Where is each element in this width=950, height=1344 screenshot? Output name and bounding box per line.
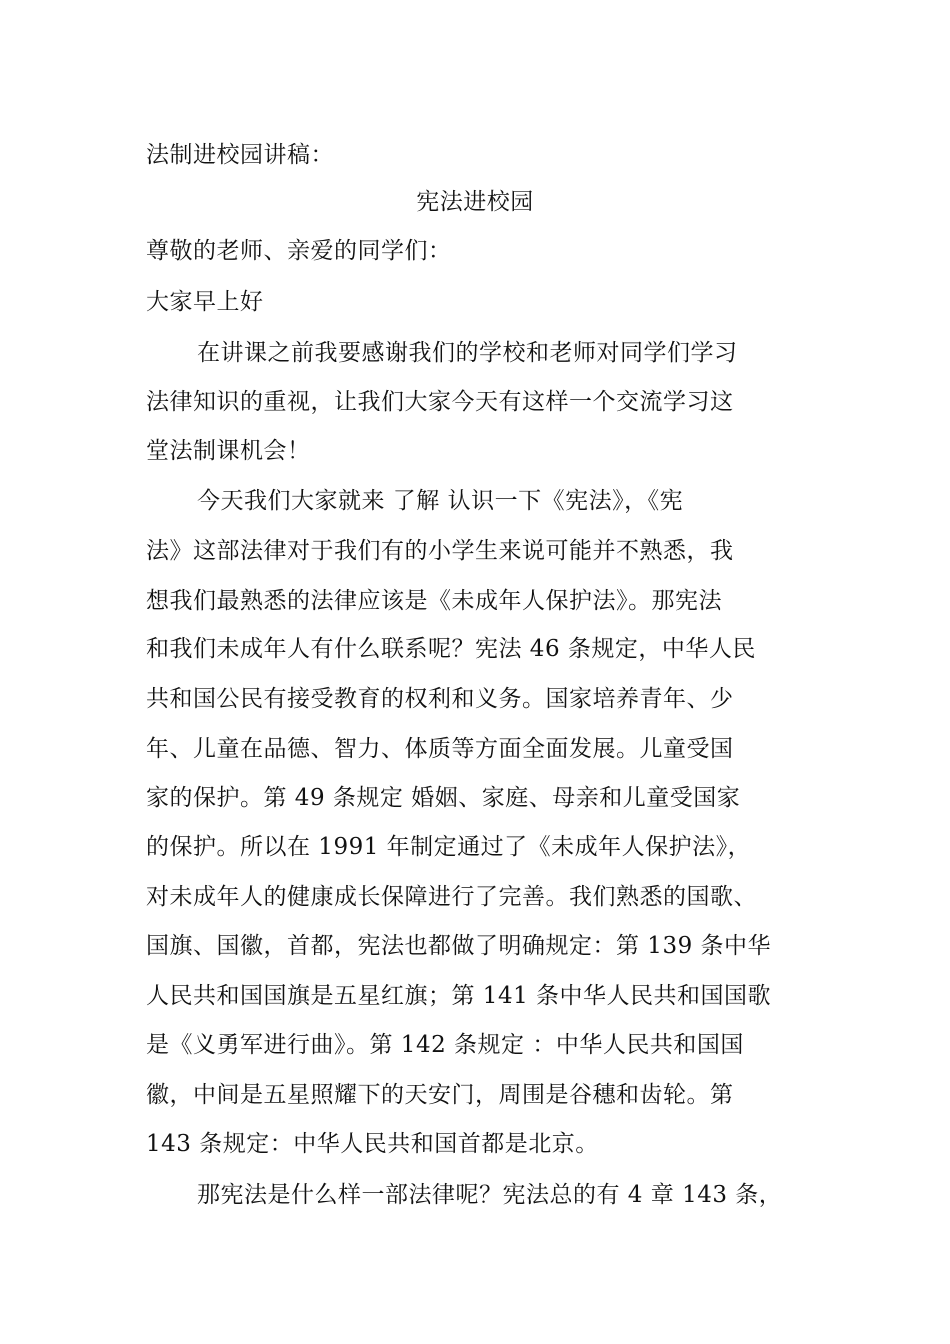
paragraph-1-line-2: 法律知识的重视，让我们大家今天有这样一个交流学习这	[146, 389, 734, 415]
paragraph-2-line-5: 共和国公民有接受教育的权利和义务。国家培养青年、少	[146, 686, 734, 712]
paragraph-2-line-6: 年、儿童在品德、智力、体质等方面全面发展。儿童受国	[146, 736, 734, 762]
greeting: 大家早上好	[146, 289, 264, 315]
document-heading: 法制进校园讲稿：	[146, 142, 334, 168]
paragraph-1-line-1: 在讲课之前我要感谢我们的学校和老师对同学们学习	[197, 340, 738, 366]
paragraph-2-line-9: 对未成年人的健康成长保障进行了完善。我们熟悉的国歌、	[146, 884, 757, 910]
paragraph-3-line-1: 那宪法是什么样一部法律呢？宪法总的有 4 章 143 条，	[197, 1182, 783, 1208]
speech-title: 宪法进校园	[416, 189, 534, 215]
paragraph-2-line-8: 的保护。所以在 1991 年制定通过了《未成年人保护法》，	[146, 834, 752, 860]
paragraph-2-line-4: 和我们未成年人有什么联系呢？宪法 46 条规定，中华人民	[146, 636, 756, 662]
paragraph-2-line-13: 徽，中间是五星照耀下的天安门，周围是谷穗和齿轮。第	[146, 1082, 734, 1108]
paragraph-2-line-2: 法》这部法律对于我们有的小学生来说可能并不熟悉，我	[146, 538, 734, 564]
paragraph-2-line-1: 今天我们大家就来 了解 认识一下《宪法》，《宪	[197, 488, 684, 514]
salutation: 尊敬的老师、亲爱的同学们：	[146, 238, 452, 264]
paragraph-2-line-12: 是《义勇军进行曲》。第 142 条规定 ：中华人民共和国国	[146, 1032, 744, 1058]
paragraph-2-line-7: 家的保护。第 49 条规定 婚姻、家庭、母亲和儿童受国家	[146, 785, 741, 811]
paragraph-2-line-11: 人民共和国国旗是五星红旗；第 141 条中华人民共和国国歌	[146, 983, 772, 1009]
paragraph-2-line-10: 国旗、国徽，首都，宪法也都做了明确规定：第 139 条中华	[146, 933, 772, 959]
paragraph-1-line-3: 堂法制课机会！	[146, 438, 311, 464]
paragraph-2-line-3: 想我们最熟悉的法律应该是《未成年人保护法》。那宪法	[146, 588, 722, 614]
paragraph-2-line-14: 143 条规定：中华人民共和国首都是北京。	[146, 1131, 599, 1157]
